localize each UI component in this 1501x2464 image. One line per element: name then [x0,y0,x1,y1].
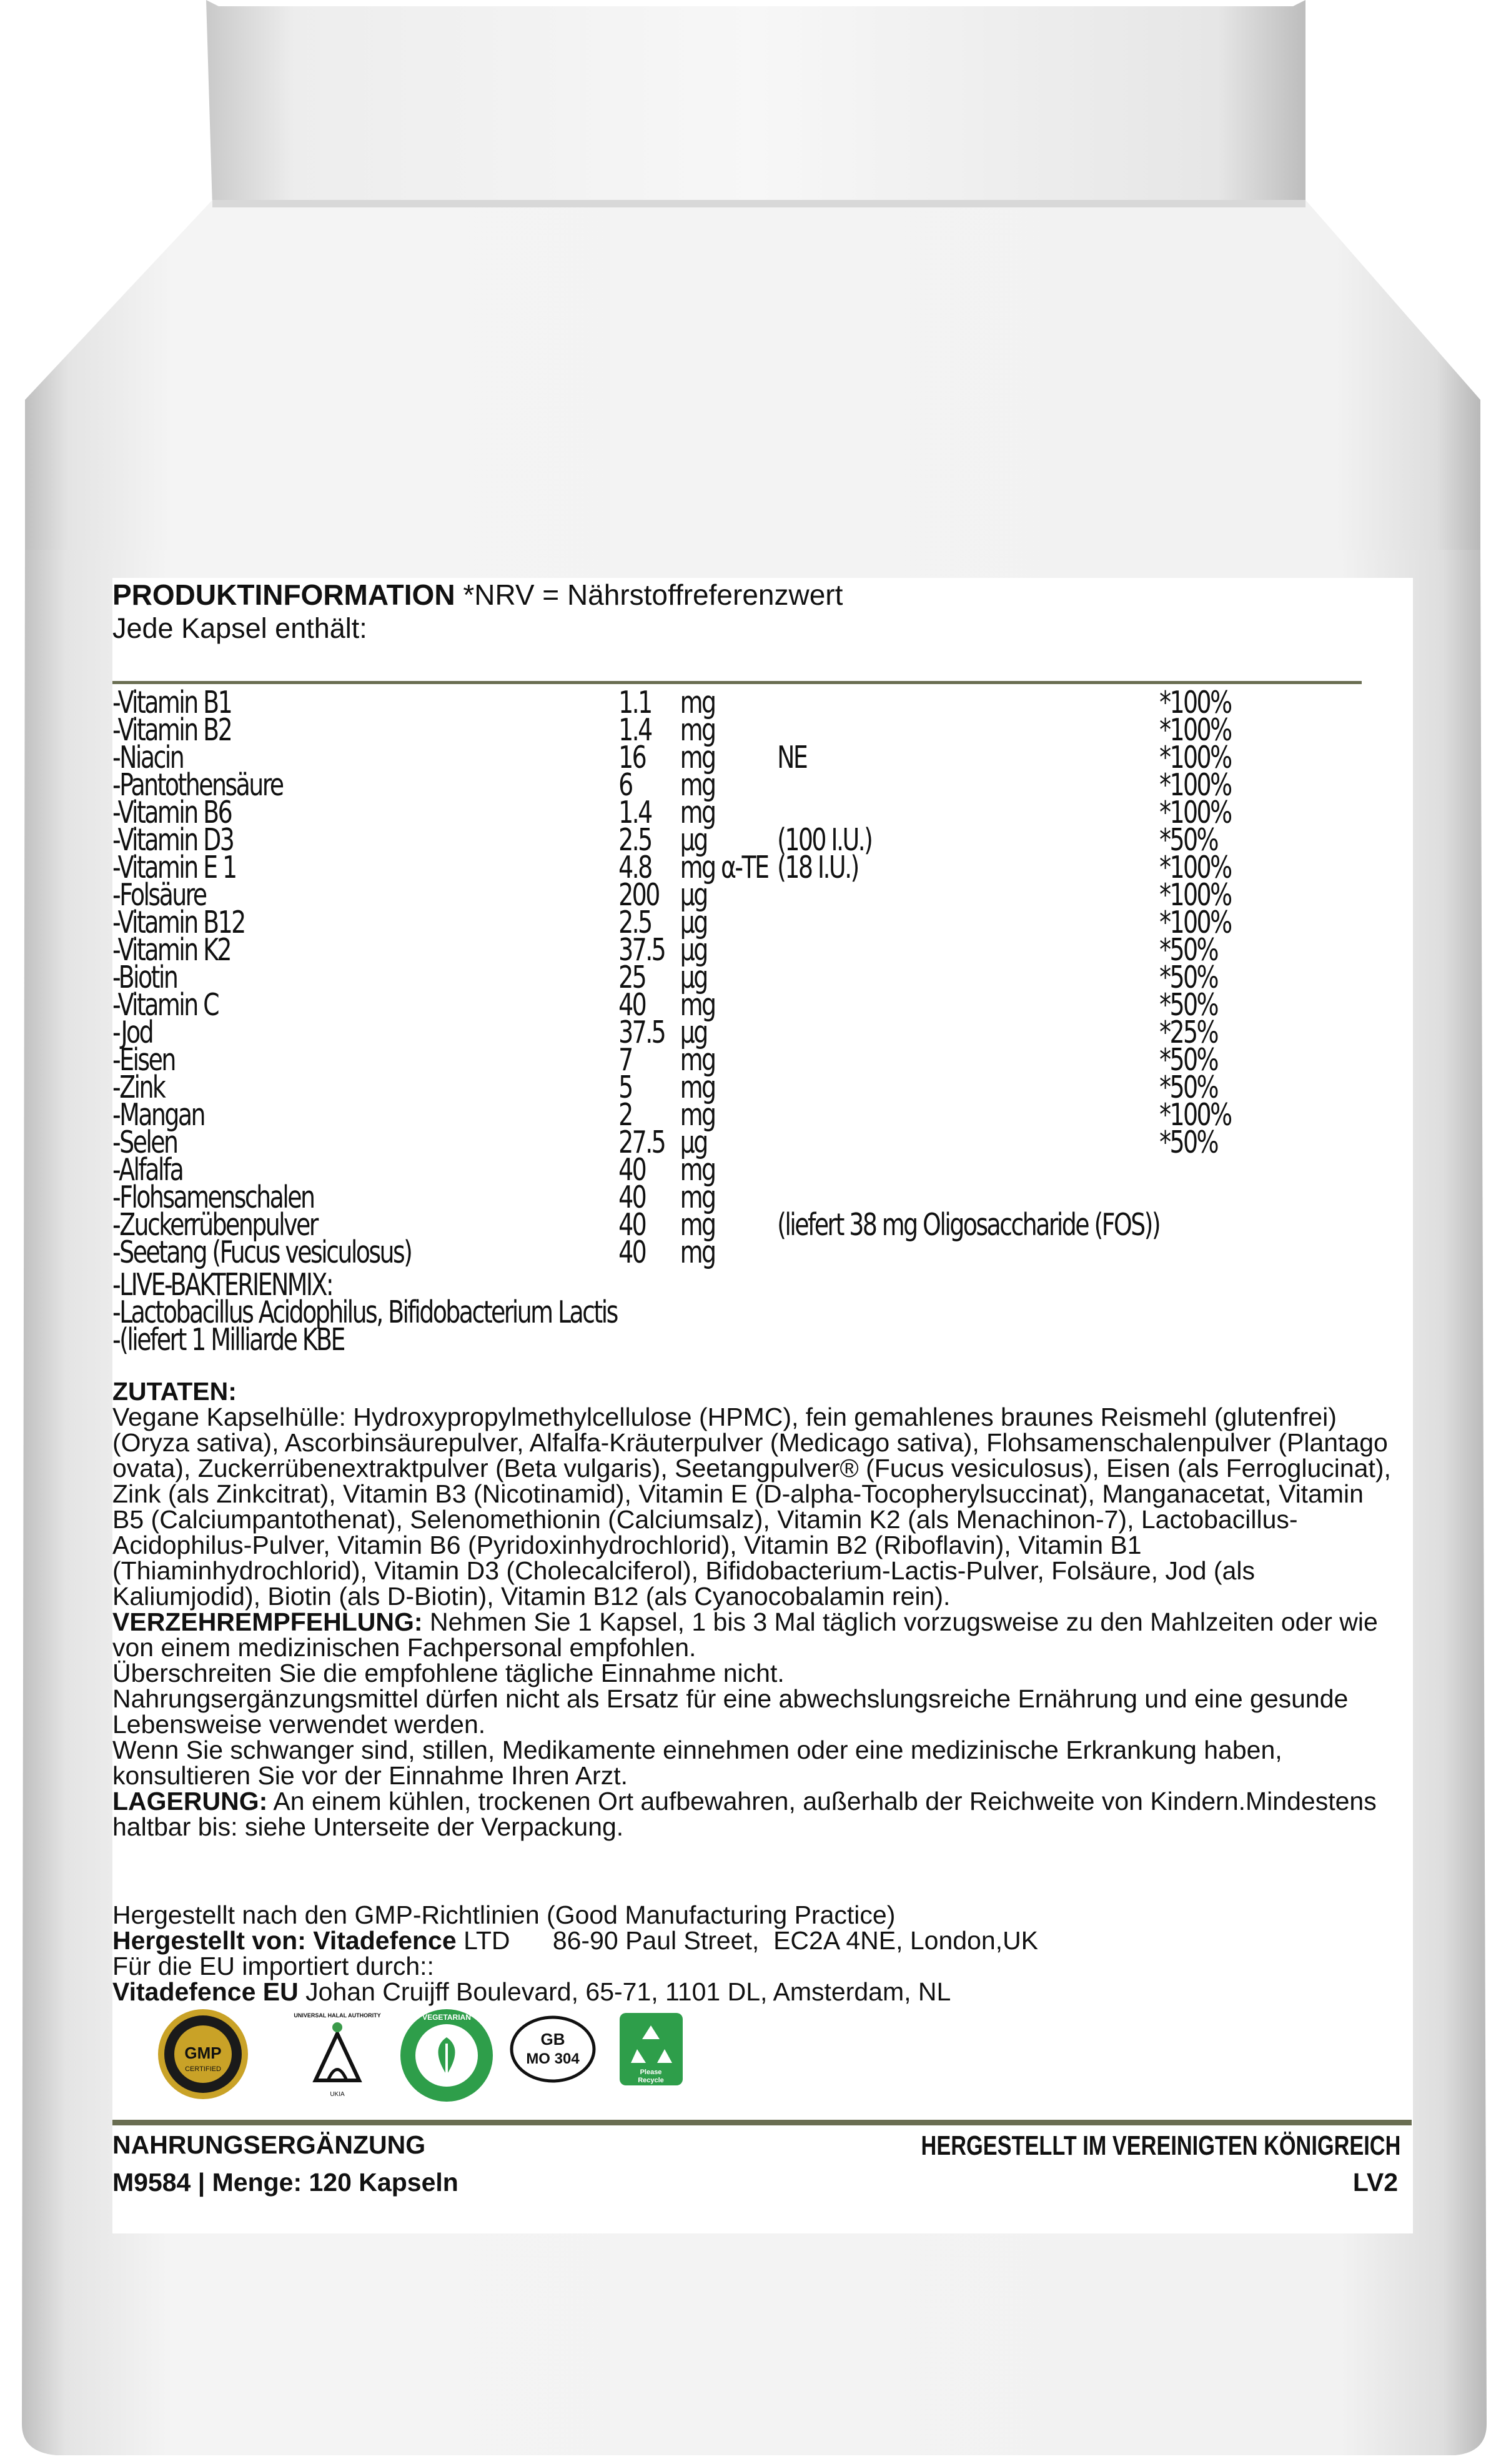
nutrient-amount: 1.4 [618,795,651,830]
nutrient-unit: mg [680,795,715,830]
gb-mark-country: GB [540,2030,565,2049]
nutrient-amount: 40 [618,1207,646,1243]
usage-heading: VERZEHREMPFEHLUNG: [112,1607,423,1636]
nutrient-unit: µg [680,905,707,940]
nutrient-unit: mg [680,1152,715,1188]
nutrient-row [112,1129,1231,1156]
nutrient-name: -Biotin [112,960,177,995]
gmp-certified-badge [156,2007,250,2101]
nutrient-name: -Vitamin C [112,987,219,1023]
nutrient-nrv: *100% [1159,850,1231,885]
nutrient-note [777,1239,1159,1266]
product-category: NAHRUNGSERGÄNZUNG [112,2130,426,2159]
bottle-shoulder [25,200,1480,562]
nutrient-unit: µg [680,1015,707,1050]
nutrient-unit: mg [680,1042,715,1078]
ingredients-heading: ZUTATEN: [112,1377,237,1406]
bacteria-strains: -Lactobacillus Acidophilus, Bifidobacterium Lactis [112,1294,617,1330]
eu-importer-name: Vitadefence EU [112,1977,299,2006]
nutrient-row [112,772,1231,799]
nutrient-name: -Vitamin E 1 [112,850,236,885]
nutrient-row [112,689,1231,717]
nutrient-name: -Niacin [112,740,184,775]
nutrient-amount: 40 [618,1180,646,1215]
nutrient-nrv: *50% [1159,822,1217,858]
nutrient-amount: 37.5 [618,932,665,968]
nutrient-name: -Mangan [112,1097,204,1133]
nutrient-amount: 2.5 [618,822,651,858]
vegetarian-logo [399,2007,495,2104]
nutrient-amount: 40 [618,1234,646,1270]
nutrient-unit: µg [680,822,707,858]
nutrient-note [777,991,1159,1019]
please-recycle-logo [618,2012,684,2087]
nutrient-unit: mg [680,1180,715,1215]
nutrient-note: NE [777,740,807,775]
nutrient-row [112,1239,1231,1266]
nutrient-row [112,1046,1231,1074]
nutrient-row [112,799,1231,827]
nutrient-name: -Vitamin B6 [112,795,232,830]
nutrient-unit: µg [680,877,707,913]
made-by-name: Vitadefence [313,1926,457,1955]
nutrient-note [777,772,1159,799]
nutrient-nrv [1159,1156,1231,1184]
nutrient-nrv: *100% [1159,877,1231,913]
nutrient-row [112,827,1231,854]
nutrient-unit: mg [680,987,715,1023]
nutrient-table [112,685,1231,1270]
nutrient-unit: mg [680,712,715,748]
nutrient-note [777,882,1159,909]
per-capsule-heading: Jede Kapsel enthält: [112,612,367,644]
nutrient-unit: µg [680,932,707,968]
product-code-quantity: M9584 | Menge: 120 Kapseln [112,2168,458,2197]
recycle-line-2: Recycle [638,2077,664,2084]
gmp-note: Hergestellt nach den GMP-Richtlinien (Good Manufacturing Practice) [112,1900,896,1929]
nutrient-row [112,882,1231,909]
nutrient-note [777,1101,1159,1129]
eu-importer-address: Johan Cruijff Boulevard, 65-71, 1101 DL, Amsterdam, NL [305,1977,951,2006]
header-rule [112,681,1362,684]
nutrient-unit: mg [680,1097,715,1133]
nutrient-name: -Vitamin B1 [112,685,232,720]
nutrient-nrv [1159,1211,1231,1239]
nutrient-amount: 1.1 [618,685,651,720]
nutrient-row [112,909,1231,936]
halal-authority-logo [290,2009,384,2102]
product-info-title: PRODUKTINFORMATION [112,579,455,611]
gb-mark-code: MO 304 [526,2050,580,2067]
nutrient-nrv [1159,1184,1231,1211]
nutrient-row [112,1101,1231,1129]
nutrient-unit: mg α-TE [680,850,768,885]
ingredients-section [112,1379,1393,1840]
vegetarian-logo-text: VEGETARIAN [422,2013,471,2022]
nutrient-nrv: *100% [1159,740,1231,775]
nutrient-row [112,717,1231,744]
nutrient-name: -Selen [112,1125,177,1160]
nutrient-nrv: *50% [1159,1125,1217,1160]
nutrient-unit: mg [680,1234,715,1270]
nutrient-nrv: *100% [1159,712,1231,748]
made-by-label: Hergestellt von: [112,1926,306,1955]
nutrient-note [777,1129,1159,1156]
nutrient-note [777,964,1159,991]
nutrient-amount: 7 [618,1042,632,1078]
nutrient-amount: 4.8 [618,850,651,885]
nutrient-amount: 16 [618,740,646,775]
nutrient-unit: mg [680,1070,715,1105]
nutrient-name: -Eisen [112,1042,175,1078]
nutrient-unit: mg [680,767,715,803]
nutrient-nrv: *50% [1159,960,1217,995]
gmp-badge-subtext: CERTIFIED [185,2065,221,2073]
nutrient-name: -Flohsamenschalen [112,1180,314,1215]
label-header [112,578,843,612]
nutrient-note [777,689,1159,717]
nutrient-unit: mg [680,740,715,775]
halal-logo-subtext: UKIA [330,2091,345,2098]
nutrient-amount: 200 [618,877,659,913]
bottle-cap [206,0,1305,206]
nutrient-name: -Vitamin K2 [112,932,230,968]
gmp-badge-text: GMP [184,2044,222,2062]
nutrient-amount: 25 [618,960,646,995]
halal-logo-text: UNIVERSAL HALAL AUTHORITY [294,2012,381,2019]
nutrient-unit: mg [680,1207,715,1243]
nutrient-unit: µg [680,960,707,995]
label-version: LV2 [1352,2168,1398,2197]
nutrient-nrv: *100% [1159,685,1231,720]
nutrient-nrv: *50% [1159,1070,1217,1105]
nutrient-note [777,909,1159,936]
nutrient-amount: 5 [618,1070,632,1105]
nutrient-amount: 40 [618,987,646,1023]
storage-heading: LAGERUNG: [112,1787,268,1816]
nutrient-nrv: *100% [1159,1097,1231,1133]
bacteria-heading: -LIVE-BAKTERIENMIX: [112,1267,333,1303]
nutrient-nrv [1159,1239,1231,1266]
nutrient-amount: 2 [618,1097,632,1133]
nutrient-amount: 40 [618,1152,646,1188]
manufacturer-section [112,1902,1393,2005]
nutrient-nrv: *100% [1159,905,1231,940]
nutrient-note [777,936,1159,964]
nutrient-row [112,1074,1231,1101]
nutrient-note: (liefert 38 mg Oligosaccharide (FOS)) [777,1207,1160,1243]
nutrient-note [777,1046,1159,1074]
nutrient-amount: 6 [618,767,632,803]
nutrient-note [777,1074,1159,1101]
nutrient-row [112,964,1231,991]
nutrient-amount: 37.5 [618,1015,665,1050]
nutrient-nrv: *100% [1159,767,1231,803]
eu-import-note: Für die EU importiert durch:: [112,1952,434,1980]
product-label [112,578,1413,2233]
nutrient-name: -Vitamin B2 [112,712,232,748]
nutrient-name: -Vitamin D3 [112,822,234,858]
made-by-address: LTD 86-90 Paul Street, EC2A 4NE, London,UK [463,1926,1039,1955]
nutrient-amount: 1.4 [618,712,651,748]
usage-warning-pregnancy: Wenn Sie schwanger sind, stillen, Medikamente einnehmen oder eine medizinische Erkrankung haben, konsultieren Sie vor der Einnahme Ihren Arzt. [112,1736,1282,1790]
nutrient-row [112,854,1231,882]
nutrient-nrv: *50% [1159,932,1217,968]
nutrient-row [112,991,1231,1019]
usage-warning-substitute: Nahrungsergänzungsmittel dürfen nicht als Ersatz für eine abwechslungsreiche Ernährung und eine gesunde Lebensweise verwendet werden. [112,1684,1349,1739]
nutrient-amount: 2.5 [618,905,651,940]
nutrient-name: -Zink [112,1070,165,1105]
nutrient-name: -Folsäure [112,877,206,913]
nutrient-row [112,936,1231,964]
nutrient-note [777,1019,1159,1046]
ingredients-text: Vegane Kapselhülle: Hydroxypropylmethylcellulose (HPMC), fein gemahlenes braunes Reismehl (glutenfrei) (Oryza sativa), Ascorbinsäurepulver, Alfalfa-Kräuterpulver (Medicago sativa), Flohsamenschalenpulver (Plantago ovata), Zuckerrübenextraktpulver (Beta vulgaris), Seetangpulver® (Fucus vesiculosus), Eisen (als Ferroglucinat), Zink (als Zinkcitrat), Vitamin B3 (Nicotinamid), Vitamin E (D-alpha-Tocopherylsuccinat), Manganacetat, Vitamin B5 (Calciumpantothenat), Selenomethionin (Calciumsalz), Vitamin K2 (als Menachinon-7), Lactobacillus-Acidophilus-Pulver, Vitamin B6 (Pyridoxinhydrochlorid), Vitamin B2 (Riboflavin), Vitamin B1 (Thiaminhydrochlorid), Vitamin D3 (Cholecalciferol), Bifidobacterium-Lactis-Pulver, Folsäure, Jod (als Kaliumjodid), Biotin (als D-Biotin), Vitamin B12 (als Cyanocobalamin rein). [112,1403,1391,1611]
nutrient-note: (18 I.U.) [777,850,858,885]
recycle-line-1: Please [640,2069,662,2076]
nutrient-row [112,1019,1231,1046]
nrv-explanation: *NRV = Nährstoffreferenzwert [463,579,843,611]
nutrient-nrv: *100% [1159,795,1231,830]
nutrient-unit: µg [680,1125,707,1160]
nutrient-amount: 27.5 [618,1125,665,1160]
nutrient-name: -Pantothensäure [112,767,283,803]
nutrient-name: -Alfalfa [112,1152,183,1188]
nutrient-note [777,1156,1159,1184]
storage-text: An einem kühlen, trockenen Ort aufbewahren, außerhalb der Reichweite von Kindern.Mindestens haltbar bis: siehe Unterseite der Verpackung. [112,1787,1377,1841]
nutrient-note: (100 I.U.) [777,822,872,858]
nutrient-name: -Seetang (Fucus vesiculosus) [112,1234,412,1270]
nutrient-nrv: *50% [1159,1042,1217,1078]
nutrient-name: -Vitamin B12 [112,905,245,940]
usage-text: Nehmen Sie 1 Kapsel, 1 bis 3 Mal täglich vorzugsweise zu den Mahlzeiten oder wie von einem medizinischen Fachpersonal empfohlen. [112,1607,1378,1662]
nutrient-name: -Zuckerrübenpulver [112,1207,317,1243]
usage-warning-dose: Überschreiten Sie die empfohlene tägliche Einnahme nicht. [112,1659,785,1687]
bacteria-count: -(liefert 1 Milliarde KBE [112,1322,344,1358]
country-of-manufacture: HERGESTELLT IM VEREINIGTEN KÖNIGREICH [921,2130,1400,2161]
nutrient-nrv: *25% [1159,1015,1217,1050]
nutrient-name: -Jod [112,1015,153,1050]
nutrient-unit: mg [680,685,715,720]
gb-mo304-oval-mark [509,2015,597,2084]
nutrient-nrv: *50% [1159,987,1217,1023]
nutrient-note [777,717,1159,744]
footer-rule [112,2120,1412,2125]
